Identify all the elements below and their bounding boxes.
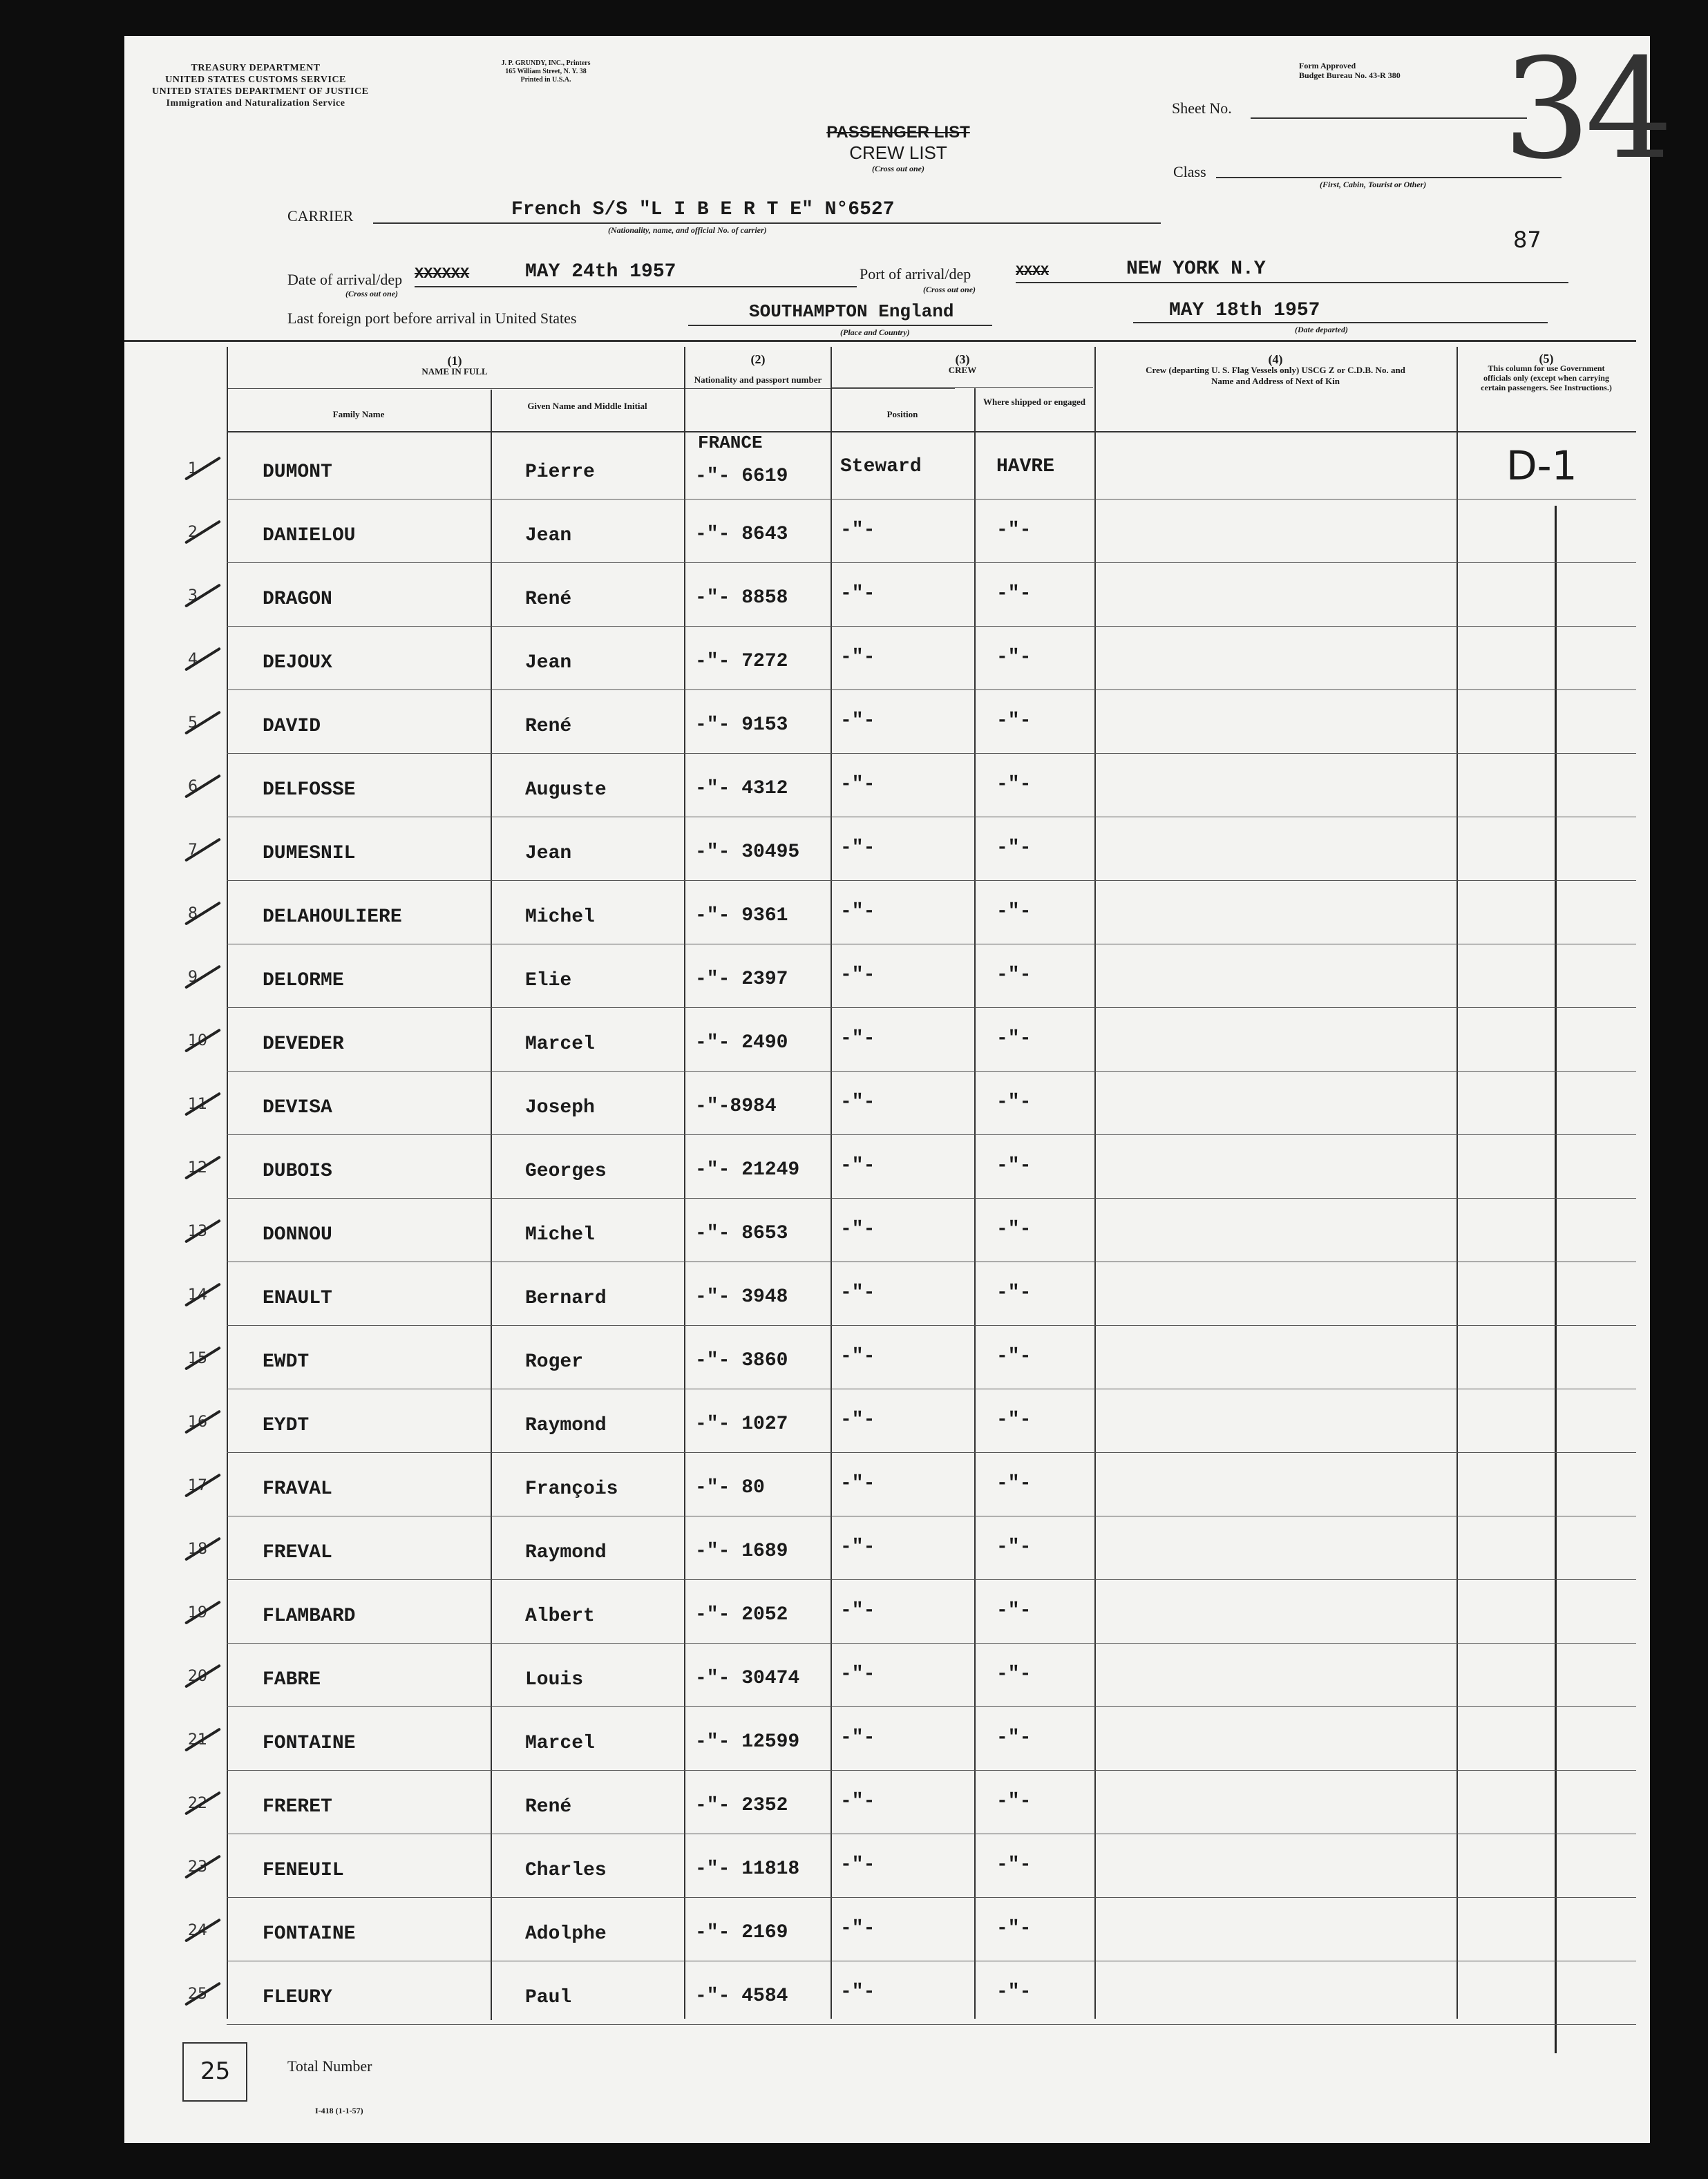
carrier-label: CARRIER xyxy=(287,207,354,225)
passport-number: -"- 12599 xyxy=(695,1731,800,1753)
passport-number: -"- 2052 xyxy=(695,1604,788,1626)
shipped-from: -"- xyxy=(996,710,1032,732)
family-name: FREVAL xyxy=(263,1542,332,1563)
row-divider xyxy=(227,1071,1636,1072)
passport-number: -"- 2169 xyxy=(695,1922,788,1943)
given-name: Paul xyxy=(525,1987,572,2008)
agency-line: TREASURY DEPARTMENT xyxy=(191,63,321,73)
family-name: DEJOUX xyxy=(263,652,332,674)
last-port-place: SOUTHAMPTON England xyxy=(749,301,954,322)
given-name: Joseph xyxy=(525,1097,595,1119)
class-label: Class xyxy=(1173,163,1206,180)
col3-header xyxy=(831,354,1094,376)
shipped-from: -"- xyxy=(996,1282,1032,1304)
last-port-date-hint: (Date departed) xyxy=(1295,325,1348,334)
row-number: 6 xyxy=(188,778,198,795)
col5-annotation: D-1 xyxy=(1506,442,1577,489)
shipped-from: -"- xyxy=(996,1791,1032,1812)
shipped-header: Where shipped or engaged xyxy=(983,397,1085,407)
given-name: Elie xyxy=(525,970,572,991)
col2-number: (2) xyxy=(750,352,766,366)
given-name: René xyxy=(525,1796,572,1818)
family-name: FRAVAL xyxy=(263,1478,332,1500)
col1-title: NAME IN FULL xyxy=(421,366,488,377)
row-divider xyxy=(227,1897,1636,1898)
passport-number: -"- 6619 xyxy=(695,466,788,487)
col4-header xyxy=(1094,354,1456,387)
row-number: 8 xyxy=(188,905,198,922)
sheet-number: 34 xyxy=(1503,29,1668,190)
given-name: René xyxy=(525,589,572,610)
given-name: Louis xyxy=(525,1669,584,1691)
arrival-date-hint: (Cross out one) xyxy=(345,289,399,298)
printer-line: 165 William Street, N. Y. 38 xyxy=(505,68,587,75)
shipped-from: -"- xyxy=(996,1219,1032,1240)
row-divider xyxy=(227,562,1636,563)
passport-number: -"- 2397 xyxy=(695,969,788,990)
last-port-label: Last foreign port before arrival in United States xyxy=(287,310,577,327)
list-title xyxy=(774,123,1023,173)
family-name: ENAULT xyxy=(263,1288,332,1309)
crew-position: -"- xyxy=(840,837,875,859)
shipped-from: -"- xyxy=(996,964,1032,986)
row-number: 21 xyxy=(188,1731,207,1749)
family-name: DEVISA xyxy=(263,1097,332,1119)
crew-position: -"- xyxy=(840,1346,875,1367)
col1-number: (1) xyxy=(447,354,462,368)
given-name: Pierre xyxy=(525,462,595,483)
family-name: DUMESNIL xyxy=(263,843,356,864)
row-number: 5 xyxy=(188,714,198,732)
last-port-date-underline xyxy=(1133,322,1548,323)
crew-position: -"- xyxy=(840,1664,875,1685)
shipped-from: -"- xyxy=(996,1981,1032,2003)
crew-position: -"- xyxy=(840,774,875,795)
total-value: 25 xyxy=(200,2057,231,2085)
row-number: 17 xyxy=(188,1477,207,1494)
family-name: FLAMBARD xyxy=(263,1606,356,1627)
row-number: 19 xyxy=(188,1604,207,1621)
family-name: FONTAINE xyxy=(263,1923,356,1945)
family-name: DELORME xyxy=(263,970,344,991)
family-name: DONNOU xyxy=(263,1224,332,1246)
family-name: DUMONT xyxy=(263,462,332,483)
row-divider xyxy=(227,1579,1636,1580)
col2-header xyxy=(685,354,831,386)
shipped-from: -"- xyxy=(996,1727,1032,1749)
given-name-header: Given Name and Middle Initial xyxy=(527,401,647,411)
row-divider xyxy=(227,1706,1636,1707)
row-number: 20 xyxy=(188,1668,207,1685)
last-port-underline xyxy=(688,325,992,326)
family-name-header: Family Name xyxy=(332,409,385,419)
row-divider xyxy=(227,1198,1636,1199)
shipped-from: -"- xyxy=(996,837,1032,859)
given-name: Georges xyxy=(525,1161,607,1182)
passport-number: -"- 11818 xyxy=(695,1858,800,1880)
given-name: Raymond xyxy=(525,1415,607,1436)
crew-position: -"- xyxy=(840,1600,875,1621)
row-divider xyxy=(227,626,1636,627)
printer-line: Printed in U.S.A. xyxy=(520,76,571,84)
document-sheet xyxy=(124,29,1668,2143)
col5-number: (5) xyxy=(1539,352,1554,365)
passport-number: -"- 8858 xyxy=(695,587,788,609)
crew-position: -"- xyxy=(840,1473,875,1494)
header-bottom-line xyxy=(227,431,1636,432)
row-number: 13 xyxy=(188,1223,207,1240)
agency-header xyxy=(152,62,369,109)
arrival-port-value: NEW YORK N.Y xyxy=(1126,258,1266,280)
last-port-date: MAY 18th 1957 xyxy=(1169,300,1320,321)
row-divider xyxy=(227,1770,1636,1771)
family-name: DANIELOU xyxy=(263,525,356,546)
carrier-hint: (Nationality, name, and official No. of carrier) xyxy=(608,225,767,235)
agency-line: UNITED STATES CUSTOMS SERVICE xyxy=(165,75,346,85)
passport-number: -"- 8643 xyxy=(695,524,788,545)
row-number: 24 xyxy=(188,1922,207,1939)
shipped-from: -"- xyxy=(996,647,1032,668)
last-port-place-hint: (Place and Country) xyxy=(840,327,910,337)
col1-header xyxy=(227,355,683,377)
shipped-from: -"- xyxy=(996,1536,1032,1558)
given-name: François xyxy=(525,1478,618,1500)
given-name: Bernard xyxy=(525,1288,607,1309)
given-name: Charles xyxy=(525,1860,607,1881)
column-divider xyxy=(227,347,228,2019)
carrier-underline xyxy=(373,222,1161,224)
total-label: Total Number xyxy=(287,2057,372,2075)
crew-position: -"- xyxy=(840,647,875,668)
row-number: 14 xyxy=(188,1286,207,1304)
crew-position: -"- xyxy=(840,520,875,541)
shipped-from: -"- xyxy=(996,1918,1032,1939)
printer-line: J. P. GRUNDY, INC., Printers xyxy=(501,59,591,67)
given-name: Albert xyxy=(525,1606,595,1627)
column-divider xyxy=(1456,347,1458,2019)
family-name: FRERET xyxy=(263,1796,332,1818)
family-name: DRAGON xyxy=(263,589,332,610)
family-name: FENEUIL xyxy=(263,1860,344,1881)
shipped-from: -"- xyxy=(996,1664,1032,1685)
family-name: DAVID xyxy=(263,716,321,737)
crew-position: -"- xyxy=(840,964,875,986)
row-number: 16 xyxy=(188,1414,207,1431)
crew-position: -"- xyxy=(840,710,875,732)
row-number: 3 xyxy=(188,587,198,605)
column-divider xyxy=(684,347,685,2019)
crew-position: -"- xyxy=(840,1727,875,1749)
passport-number: -"- 80 xyxy=(695,1477,765,1498)
col4-title: Crew (departing U. S. Flag Vessels only) USCG Z or C.D.B. No. and Name and Address of Next of Kin xyxy=(1146,365,1405,386)
given-name: Jean xyxy=(525,843,572,864)
form-approval-line: Budget Bureau No. 43-R 380 xyxy=(1299,70,1401,80)
row-number: 23 xyxy=(188,1858,207,1876)
crew-position: -"- xyxy=(840,1791,875,1812)
crew-position: -"- xyxy=(840,901,875,922)
passport-number: -"- 9361 xyxy=(695,905,788,926)
family-name: EYDT xyxy=(263,1415,310,1436)
name-subheader-line xyxy=(227,388,955,389)
arrival-port-underline xyxy=(1016,282,1568,283)
shipped-from: -"- xyxy=(996,774,1032,795)
row-number: 22 xyxy=(188,1795,207,1812)
crew-position: Steward xyxy=(840,456,922,477)
col3-number: (3) xyxy=(955,352,970,366)
crew-subheader-line xyxy=(831,387,1093,388)
passport-number: -"- 1027 xyxy=(695,1414,788,1435)
crew-position: -"- xyxy=(840,1282,875,1304)
family-name: DELAHOULIERE xyxy=(263,906,402,928)
passport-number: -"- 21249 xyxy=(695,1159,800,1181)
passport-number: -"- 4584 xyxy=(695,1986,788,2007)
col4-number: (4) xyxy=(1268,352,1283,366)
row-divider xyxy=(227,1325,1636,1326)
row-number: 25 xyxy=(188,1986,207,2003)
arrival-date-value: MAY 24th 1957 xyxy=(525,261,676,283)
crew-position: -"- xyxy=(840,1219,875,1240)
nationality-france: FRANCE xyxy=(698,432,763,453)
row-number: 1 xyxy=(188,460,198,477)
family-name: DEVEDER xyxy=(263,1034,344,1055)
given-name: Michel xyxy=(525,1224,595,1246)
row-number: 4 xyxy=(188,651,198,668)
crew-position: -"- xyxy=(840,1028,875,1049)
given-name: René xyxy=(525,716,572,737)
passport-number: -"- 3860 xyxy=(695,1350,788,1371)
given-name: Auguste xyxy=(525,779,607,801)
shipped-from: -"- xyxy=(996,1854,1032,1876)
passport-number: -"- 2352 xyxy=(695,1795,788,1816)
row-number: 15 xyxy=(188,1350,207,1367)
total-box xyxy=(182,2042,247,2102)
shipped-from: -"- xyxy=(996,1155,1032,1177)
given-name: Adolphe xyxy=(525,1923,607,1945)
arrival-date-label: Date of arrival/dep xyxy=(287,271,403,288)
sheet-underline xyxy=(1251,117,1527,119)
row-number: 2 xyxy=(188,524,198,541)
crew-position: -"- xyxy=(840,1155,875,1177)
crew-position: -"- xyxy=(840,1536,875,1558)
class-hint: (First, Cabin, Tourist or Other) xyxy=(1320,180,1427,189)
row-number: 7 xyxy=(188,841,198,859)
sheet-label: Sheet No. xyxy=(1172,99,1232,117)
col2-title: Nationality and passport number xyxy=(694,374,822,385)
family-name: EWDT xyxy=(263,1351,310,1373)
family-name: FLEURY xyxy=(263,1987,332,2008)
given-name: Michel xyxy=(525,906,595,928)
row-number: 12 xyxy=(188,1159,207,1177)
position-header: Position xyxy=(886,409,918,419)
form-approval xyxy=(1299,61,1401,80)
arrival-port-crossed: XXXX xyxy=(1016,264,1050,280)
table-top-border xyxy=(124,340,1636,342)
crew-position: -"- xyxy=(840,1981,875,2003)
shipped-from: -"- xyxy=(996,520,1032,541)
column-divider xyxy=(491,390,492,2020)
row-divider xyxy=(227,689,1636,690)
crew-position: -"- xyxy=(840,583,875,605)
crew-position: -"- xyxy=(840,1092,875,1113)
arrival-date-underline xyxy=(415,286,857,287)
col5-header xyxy=(1456,354,1636,392)
family-name: DELFOSSE xyxy=(263,779,356,801)
shipped-from: -"- xyxy=(996,583,1032,605)
given-name: Marcel xyxy=(525,1034,595,1055)
col3-title: CREW xyxy=(948,365,977,375)
list-title-hint: (Cross out one) xyxy=(871,164,924,173)
arrival-date-crossed: XXXXXX xyxy=(415,265,470,283)
passport-number: -"-8984 xyxy=(695,1096,777,1117)
row-divider xyxy=(227,2024,1636,2025)
column-divider xyxy=(974,388,976,2019)
page-number: 87 xyxy=(1513,227,1541,253)
row-divider xyxy=(227,1007,1636,1008)
shipped-from: -"- xyxy=(996,1028,1032,1049)
carrier-value: French S/S "L I B E R T E" N°6527 xyxy=(511,199,895,220)
passport-number: -"- 30474 xyxy=(695,1668,800,1689)
row-number: 9 xyxy=(188,969,198,986)
family-name: DUBOIS xyxy=(263,1161,332,1182)
row-divider xyxy=(227,1452,1636,1453)
printer-imprint xyxy=(484,59,608,84)
shipped-from: -"- xyxy=(996,1600,1032,1621)
column-divider xyxy=(831,347,832,2019)
row-number: 10 xyxy=(188,1032,207,1049)
arrival-port-label: Port of arrival/dep xyxy=(860,265,971,283)
given-name: Roger xyxy=(525,1351,584,1373)
shipped-from: HAVRE xyxy=(996,456,1055,477)
column-divider xyxy=(1094,347,1096,2019)
family-name: FABRE xyxy=(263,1669,321,1691)
row-divider xyxy=(227,1134,1636,1135)
passport-number: -"- 7272 xyxy=(695,651,788,672)
form-code: I-418 (1-1-57) xyxy=(315,2106,363,2115)
arrival-port-hint: (Cross out one) xyxy=(923,285,976,294)
crew-position: -"- xyxy=(840,1409,875,1431)
row-divider xyxy=(227,880,1636,881)
passport-number: -"- 30495 xyxy=(695,841,800,863)
passport-number: -"- 8653 xyxy=(695,1223,788,1244)
passport-number: -"- 9153 xyxy=(695,714,788,736)
agency-line: UNITED STATES DEPARTMENT OF JUSTICE xyxy=(152,86,369,97)
passport-number: -"- 1689 xyxy=(695,1541,788,1562)
crew-list-title: CREW LIST xyxy=(849,142,947,163)
passport-number: -"- 2490 xyxy=(695,1032,788,1054)
given-name: Jean xyxy=(525,652,572,674)
row-number: 11 xyxy=(188,1096,207,1113)
given-name: Jean xyxy=(525,525,572,546)
class-underline xyxy=(1216,177,1562,178)
agency-line: Immigration and Naturalization Service xyxy=(166,98,345,108)
passport-number: -"- 4312 xyxy=(695,778,788,799)
crew-position: -"- xyxy=(840,1918,875,1939)
given-name: Marcel xyxy=(525,1733,595,1754)
shipped-from: -"- xyxy=(996,901,1032,922)
col5-title: This column for use Government officials only (except when carrying certain passengers. See Instructions.) xyxy=(1481,363,1612,392)
passenger-list-crossed: PASSENGER LIST xyxy=(826,123,970,142)
given-name: Raymond xyxy=(525,1542,607,1563)
family-name: FONTAINE xyxy=(263,1733,356,1754)
shipped-from: -"- xyxy=(996,1409,1032,1431)
passport-number: -"- 3948 xyxy=(695,1286,788,1308)
shipped-from: -"- xyxy=(996,1092,1032,1113)
row-divider xyxy=(227,1643,1636,1644)
form-approval-line: Form Approved xyxy=(1299,61,1356,70)
shipped-from: -"- xyxy=(996,1346,1032,1367)
crew-position: -"- xyxy=(840,1854,875,1876)
row-number: 18 xyxy=(188,1541,207,1558)
row-divider xyxy=(227,753,1636,754)
col5-handwritten-line xyxy=(1555,506,1557,2053)
shipped-from: -"- xyxy=(996,1473,1032,1494)
